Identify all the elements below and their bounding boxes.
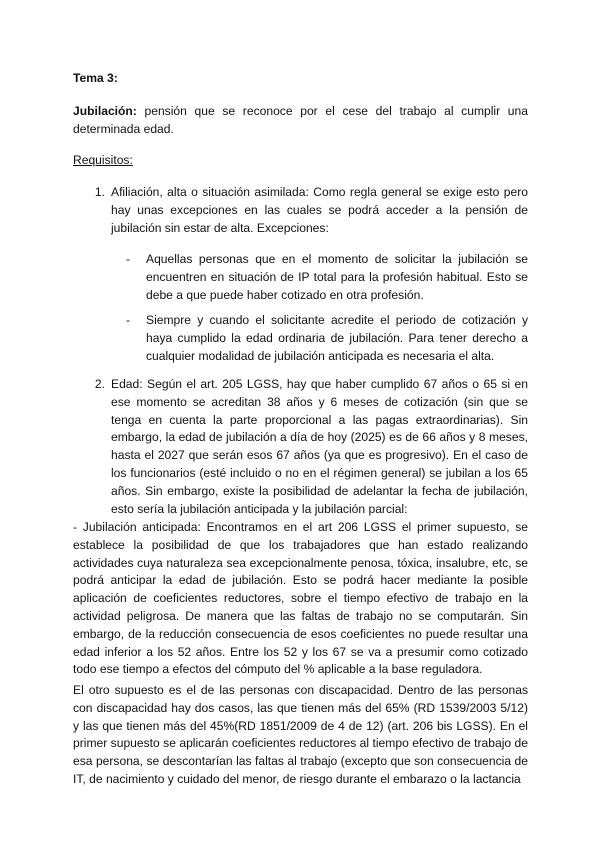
intro-paragraph [73,103,528,139]
list-item-number: 2. [94,377,105,391]
sub-item-text: Siempre y cuando el solicitante acredite el periodo de cotización y haya cumplido la edad ordinaria de jubilación. Para tener derecho a cualquier modalidad de jubilación anticipada es necesaria el alta. [146,313,528,363]
section-heading: Tema 3: [73,71,118,85]
body-paragraph: - Jubilación anticipada: Encontramos en el art 206 LGSS el primer supuesto, se establece la posibilidad de que los trabajadores que han estado realizando actividades cuya naturaleza sea excepcionalmente penosa, tóxica, insalubre, etc, se podrá anticipar la edad de jubilación. Esto se podrá hacer mediante la posible aplicación de coeficientes reductores, sobre el tiempo efectivo de trabajo en la actividad peligrosa. De manera que las faltas de trabajo no se computarán. Sin embargo, de la reducción consecuencia de esos coeficientes no puede resultar una edad inferior a los 52 años. Entre los 52 y los 67 se va a presumir como cotizado todo ese tiempo a efectos del cómputo del % aplicable a la base reguladora. [73,520,528,677]
list-item-text: Edad: Según el art. 205 LGSS, hay que haber cumplido 67 años o 65 si en ese momento se acreditan 38 años y 6 meses de cotización (sin que se tenga en cuenta la parte proporcional a las pagas extraordinarias). Sin embargo, la edad de jubilación a día de hoy (2025) es de 66 años y 8 meses, hasta el 2027 que serán esos 67 años (ya que es progresivo). En el caso de los funcionarios (esté incluido o no en el régimen general) se jubilan a los 65 años. Sin embargo, existe la posibilidad de adelantar la fecha de jubilación, esto sería la jubilación anticipada y la jubilación parcial: [111,377,528,516]
sub-item-bullet: - [126,252,131,266]
list-item-number: 1. [94,185,105,199]
sub-item-text: Aquellas personas que en el momento de solicitar la jubilación se encuentren en situación de IP total para la profesión habitual. Esto se debe a que puede haber cotizado en otra profesión. [146,252,528,302]
intro-text: pensión que se reconoce por el cese del trabajo al cumplir una determinada edad. [73,104,528,136]
requisites-title: Requisitos: [73,153,133,167]
body-paragraph: El otro supuesto es el de las personas con discapacidad. Dentro de las personas con discapacidad hay dos casos, las que tienen más del 65% (RD 1539/2003 5/12) y las que tienen más del 45%(RD 1851/2009 de 4 de 12) (art. 206 bis LGSS). En el primer supuesto se aplicarán coeficientes reductores al tiempo efectivo de trabajo de esa persona, se descontarían las faltas al trabajo (excepto que son consecuencia de IT, de nacimiento y cuidado del menor, de riesgo durante el embarazo o la lactancia [73,683,528,786]
intro-term: Jubilación: [73,104,137,118]
sub-item-bullet: - [126,313,131,327]
list-item-text: Afiliación, alta o situación asimilada: Como regla general se exige esto pero hay unas excepciones en las cuales se podrá acceder a la pensión de jubilación sin estar de alta. Excepciones: [111,185,528,235]
